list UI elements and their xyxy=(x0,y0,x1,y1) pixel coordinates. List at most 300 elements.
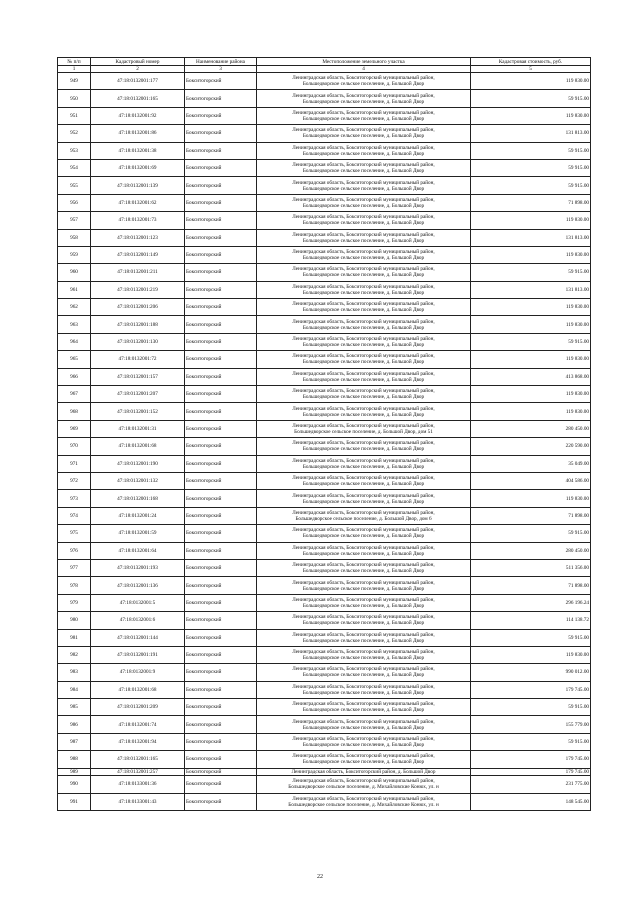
row-number: 983 xyxy=(58,664,91,681)
location-line-1: Ленинградская область, Бокситогорский муниципальный район, xyxy=(292,649,435,656)
district-name: Бокситогорский xyxy=(185,281,257,298)
table-row xyxy=(58,281,591,298)
cadastral-number: 47:18:0132001:191 xyxy=(91,646,185,663)
cadastral-value-table xyxy=(57,57,591,811)
cadastral-number: 47:18:0132001:74 xyxy=(91,716,185,733)
land-location xyxy=(257,194,471,211)
cadastral-number: 47:18:0132001:92 xyxy=(91,107,185,124)
land-location xyxy=(257,490,471,507)
location-line-2: Большедворское сельское поселение, д. Большой Двор xyxy=(302,759,425,766)
land-location xyxy=(257,351,471,368)
cadastral-value: 59 915.00 xyxy=(471,90,591,107)
land-location xyxy=(257,664,471,681)
cadastral-value: 511 356.00 xyxy=(471,559,591,576)
district-name: Бокситогорский xyxy=(185,194,257,211)
header-district: Наименование района xyxy=(185,58,257,66)
land-location xyxy=(257,333,471,350)
cadastral-value: 231 775.00 xyxy=(471,776,591,793)
cadastral-number: 47:18:0132001:130 xyxy=(91,333,185,350)
row-number: 990 xyxy=(58,776,91,793)
cadastral-value: 131 813.00 xyxy=(471,229,591,246)
cadastral-value: 119 830.00 xyxy=(471,107,591,124)
row-number: 961 xyxy=(58,281,91,298)
cadastral-number: 47:18:0132001:139 xyxy=(91,177,185,194)
cadastral-number: 47:18:0132001:38 xyxy=(91,142,185,159)
land-location xyxy=(257,716,471,733)
location-line-2: Большедворское сельское поселение, д. Большой Двор xyxy=(302,168,425,175)
table-row xyxy=(58,438,591,455)
cadastral-number: 47:18:0132001:177 xyxy=(91,73,185,90)
location-line-2: Большедворское сельское поселение, д. Большой Двор xyxy=(302,411,425,418)
location-line-1: Ленинградская область, Бокситогорский муниципальный район, xyxy=(292,231,435,238)
location-line-1: Ленинградская область, Бокситогорский муниципальный район, xyxy=(292,718,435,725)
cadastral-number: 47:18:0133001:36 xyxy=(91,776,185,793)
location-line-2: Большедворское сельское поселение, д. Большой Двор xyxy=(302,81,425,88)
table-row xyxy=(58,351,591,368)
location-line-2: Большедворское сельское поселение, д. Большой Двор xyxy=(302,672,425,679)
district-name: Бокситогорский xyxy=(185,90,257,107)
location-line-1: Ленинградская область, Бокситогорский муниципальный район, xyxy=(292,423,435,429)
cadastral-value: 131 813.00 xyxy=(471,281,591,298)
cadastral-number: 47:18:0132001:24 xyxy=(91,507,185,524)
table-row xyxy=(58,768,591,776)
location-line-2: Большедворское сельское поселение, д. Большой Двор xyxy=(302,289,425,296)
location-line-2: Большедворское сельское поселение, д. Большой Двор xyxy=(302,342,425,349)
location-line-2: Большедворское сельское поселение, д. Большой Двор, дом 51 xyxy=(294,429,433,435)
district-name: Бокситогорский xyxy=(185,776,257,793)
district-name: Бокситогорский xyxy=(185,751,257,768)
land-location xyxy=(257,229,471,246)
cadastral-value: 35 049.00 xyxy=(471,455,591,472)
district-name: Бокситогорский xyxy=(185,577,257,594)
row-number: 989 xyxy=(58,768,91,776)
cadastral-number: 47:18:0132001:6 xyxy=(91,612,185,629)
district-name: Бокситогорский xyxy=(185,212,257,229)
cadastral-number: 47:18:0132001:62 xyxy=(91,194,185,211)
cadastral-number: 47:18:0132001:157 xyxy=(91,368,185,385)
cadastral-value: 59 915.00 xyxy=(471,177,591,194)
location-line-2: Большедворское сельское поселение, д. Большой Двор xyxy=(302,689,425,696)
location-line-2: Большедворское сельское поселение, д. Большой Двор xyxy=(302,446,425,453)
land-location xyxy=(257,177,471,194)
table-header xyxy=(58,58,591,73)
district-name: Бокситогорский xyxy=(185,733,257,750)
header-cadastral-value: Кадастровая стоимость, руб. xyxy=(471,58,591,66)
row-number: 950 xyxy=(58,90,91,107)
district-name: Бокситогорский xyxy=(185,368,257,385)
row-number: 965 xyxy=(58,351,91,368)
location-line-1: Ленинградская область, Бокситогорский муниципальный район, xyxy=(292,562,435,569)
location-line-2: Большедворское сельское поселение, д. Михайловские Конюх, ул. н xyxy=(288,784,439,791)
district-name: Бокситогорский xyxy=(185,264,257,281)
page-number: 22 xyxy=(317,874,323,880)
land-location xyxy=(257,776,471,793)
location-line-1: Ленинградская область, Бокситогорский муниципальный район, xyxy=(292,336,435,343)
cadastral-value: 179 745.00 xyxy=(471,681,591,698)
row-number: 975 xyxy=(58,525,91,542)
location-line-1: Ленинградская область, Бокситогорский муниципальный район, xyxy=(292,75,435,82)
row-number: 979 xyxy=(58,594,91,611)
table-row xyxy=(58,490,591,507)
header-row xyxy=(58,58,591,66)
district-name: Бокситогорский xyxy=(185,612,257,629)
location-line-1: Ленинградская область, Бокситогорский муниципальный район, xyxy=(292,683,435,690)
table-row xyxy=(58,420,591,437)
row-number: 980 xyxy=(58,612,91,629)
table-row xyxy=(58,594,591,611)
location-line-1: Ленинградская область, Бокситогорский муниципальный район, xyxy=(292,388,435,395)
table-row xyxy=(58,577,591,594)
district-name: Бокситогорский xyxy=(185,159,257,176)
location-line-2: Большедворское сельское поселение, д. Большой Двор xyxy=(302,255,425,262)
location-line-2: Большедворское сельское поселение, д. Большой Двор xyxy=(302,115,425,122)
cadastral-number: 47:18:0132001:72 xyxy=(91,351,185,368)
land-location xyxy=(257,438,471,455)
row-number: 985 xyxy=(58,699,91,716)
row-number: 974 xyxy=(58,507,91,524)
location-line-1: Ленинградская область, Бокситогорский муниципальный район, xyxy=(292,492,435,499)
location-line-1: Ленинградская область, Бокситогорский муниципальный район, xyxy=(292,405,435,412)
location-line-2: Большедворское сельское поселение, д. Большой Двор xyxy=(302,550,425,557)
location-line-2: Большедворское сельское поселение, д. Большой Двор xyxy=(302,481,425,488)
location-line-2: Большедворское сельское поселение, д. Большой Двор xyxy=(302,220,425,227)
row-number: 991 xyxy=(58,793,91,810)
cadastral-number: 47:18:0132001:68 xyxy=(91,681,185,698)
district-name: Бокситогорский xyxy=(185,229,257,246)
district-name: Бокситогорский xyxy=(185,177,257,194)
cadastral-number: 47:18:0132001:68 xyxy=(91,438,185,455)
table-row xyxy=(58,646,591,663)
cadastral-number: 47:18:0132001:5 xyxy=(91,594,185,611)
land-location xyxy=(257,699,471,716)
land-location xyxy=(257,629,471,646)
district-name: Бокситогорский xyxy=(185,246,257,263)
location-line-2: Большедворское сельское поселение, д. Большой Двор xyxy=(302,463,425,470)
row-number: 951 xyxy=(58,107,91,124)
district-name: Бокситогорский xyxy=(185,542,257,559)
column-number: 4 xyxy=(257,66,471,73)
table-row xyxy=(58,125,591,142)
location-line-2: Большедворское сельское поселение, д. Большой Двор xyxy=(302,742,425,749)
table-row xyxy=(58,542,591,559)
header-location: Местоположение земельного участка xyxy=(257,58,471,66)
cadastral-number: 47:18:0132001:211 xyxy=(91,264,185,281)
table-row xyxy=(58,699,591,716)
district-name: Бокситогорский xyxy=(185,316,257,333)
district-name: Бокситогорский xyxy=(185,333,257,350)
cadastral-value: 71 898.00 xyxy=(471,507,591,524)
district-name: Бокситогорский xyxy=(185,299,257,316)
cadastral-value: 59 915.00 xyxy=(471,159,591,176)
row-number: 958 xyxy=(58,229,91,246)
district-name: Бокситогорский xyxy=(185,507,257,524)
row-number: 954 xyxy=(58,159,91,176)
location-line-2: Большедворское сельское поселение, д. Большой Двор xyxy=(302,272,425,279)
district-name: Бокситогорский xyxy=(185,594,257,611)
row-number: 969 xyxy=(58,420,91,437)
table-row xyxy=(58,368,591,385)
location-line-1: Ленинградская область, Бокситогорский муниципальный район, xyxy=(292,753,435,760)
table-body xyxy=(58,73,591,811)
location-line-1: Ленинградская область, Бокситогорский муниципальный район, xyxy=(292,162,435,169)
row-number: 981 xyxy=(58,629,91,646)
table-row xyxy=(58,212,591,229)
column-number: 1 xyxy=(58,66,91,73)
cadastral-number: 47:18:0132001:59 xyxy=(91,525,185,542)
location-line-2: Большедворское сельское поселение, д. Большой Двор xyxy=(302,637,425,644)
land-location xyxy=(257,525,471,542)
table-row xyxy=(58,386,591,403)
cadastral-number: 47:18:0132001:188 xyxy=(91,316,185,333)
land-location xyxy=(257,403,471,420)
location-line-2: Большедворское сельское поселение, д. Большой Двор xyxy=(302,498,425,505)
cadastral-value: 155 779.00 xyxy=(471,716,591,733)
row-number: 957 xyxy=(58,212,91,229)
cadastral-value: 114 138.72 xyxy=(471,612,591,629)
cadastral-value: 59 915.00 xyxy=(471,733,591,750)
cadastral-number: 47:18:0132001:168 xyxy=(91,490,185,507)
cadastral-number: 47:18:0132001:86 xyxy=(91,125,185,142)
location-line-1: Ленинградская область, Бокситогорский муниципальный район, xyxy=(292,457,435,464)
header-cadastral-number: Кадастровый номер xyxy=(91,58,185,66)
cadastral-value: 119 830.00 xyxy=(471,299,591,316)
row-number: 976 xyxy=(58,542,91,559)
district-name: Бокситогорский xyxy=(185,664,257,681)
location-line-1: Ленинградская область, Бокситогорский район, д. Большой Двор xyxy=(291,768,436,775)
row-number: 988 xyxy=(58,751,91,768)
cadastral-value: 990 012.00 xyxy=(471,664,591,681)
cadastral-number: 47:18:0132001:190 xyxy=(91,455,185,472)
table-row xyxy=(58,229,591,246)
cadastral-value: 71 898.00 xyxy=(471,577,591,594)
row-number: 987 xyxy=(58,733,91,750)
cadastral-value: 179 745.00 xyxy=(471,751,591,768)
location-line-1: Ленинградская область, Бокситогорский муниципальный район, xyxy=(292,509,435,516)
cadastral-value: 131 813.00 xyxy=(471,125,591,142)
row-number: 986 xyxy=(58,716,91,733)
row-number: 978 xyxy=(58,577,91,594)
land-location xyxy=(257,90,471,107)
location-line-1: Ленинградская область, Бокситогорский муниципальный район, xyxy=(292,544,435,551)
district-name: Бокситогорский xyxy=(185,699,257,716)
location-line-1: Ленинградская область, Бокситогорский муниципальный район, xyxy=(292,283,435,290)
cadastral-value: 59 915.00 xyxy=(471,629,591,646)
cadastral-value: 296 196.24 xyxy=(471,594,591,611)
district-name: Бокситогорский xyxy=(185,768,257,776)
location-line-2: Большедворское сельское поселение, д. Большой Двор xyxy=(302,394,425,401)
column-number: 2 xyxy=(91,66,185,73)
cadastral-number: 47:18:0132001:144 xyxy=(91,629,185,646)
location-line-1: Ленинградская область, Бокситогорский муниципальный район, xyxy=(292,701,435,708)
row-number: 972 xyxy=(58,472,91,489)
cadastral-value: 59 915.00 xyxy=(471,333,591,350)
cadastral-number: 47:18:0132001:165 xyxy=(91,90,185,107)
location-line-1: Ленинградская область, Бокситогорский муниципальный район, xyxy=(292,579,435,586)
cadastral-number: 47:18:0132001:132 xyxy=(91,472,185,489)
cadastral-value: 59 915.00 xyxy=(471,699,591,716)
row-number: 949 xyxy=(58,73,91,90)
district-name: Бокситогорский xyxy=(185,793,257,810)
table-row xyxy=(58,751,591,768)
row-number: 955 xyxy=(58,177,91,194)
location-line-2: Большедворское сельское поселение, д. Большой Двор xyxy=(302,585,425,592)
land-location xyxy=(257,646,471,663)
row-number: 952 xyxy=(58,125,91,142)
cadastral-number: 47:18:0132001:136 xyxy=(91,577,185,594)
location-line-1: Ленинградская область, Бокситогорский муниципальный район, xyxy=(292,370,435,377)
location-line-1: Ленинградская область, Бокситогорский муниципальный район, xyxy=(292,92,435,99)
district-name: Бокситогорский xyxy=(185,403,257,420)
district-name: Бокситогорский xyxy=(185,629,257,646)
row-number: 963 xyxy=(58,316,91,333)
location-line-1: Ленинградская область, Бокситогорский муниципальный район, xyxy=(292,666,435,673)
row-number: 967 xyxy=(58,386,91,403)
district-name: Бокситогорский xyxy=(185,716,257,733)
row-number: 970 xyxy=(58,438,91,455)
location-line-2: Большедворское сельское поселение, д. Большой Двор xyxy=(302,655,425,662)
land-location xyxy=(257,577,471,594)
district-name: Бокситогорский xyxy=(185,386,257,403)
table-row xyxy=(58,716,591,733)
table-row xyxy=(58,333,591,350)
location-line-1: Ленинградская область, Бокситогорский муниципальный район, xyxy=(292,266,435,273)
row-number: 964 xyxy=(58,333,91,350)
land-location xyxy=(257,246,471,263)
district-name: Бокситогорский xyxy=(185,490,257,507)
cadastral-number: 47:18:0132001:64 xyxy=(91,542,185,559)
land-location xyxy=(257,264,471,281)
land-location xyxy=(257,420,471,437)
cadastral-number: 47:18:0132001:69 xyxy=(91,159,185,176)
land-location xyxy=(257,368,471,385)
cadastral-value: 148 545.00 xyxy=(471,793,591,810)
table-row xyxy=(58,525,591,542)
location-line-2: Большедворское сельское поселение, д. Большой Двор xyxy=(302,707,425,714)
land-location xyxy=(257,594,471,611)
land-location xyxy=(257,299,471,316)
table-row xyxy=(58,629,591,646)
land-location xyxy=(257,107,471,124)
location-line-2: Большедворское сельское поселение, д. Большой Двор xyxy=(302,237,425,244)
cadastral-value: 119 830.00 xyxy=(471,316,591,333)
location-line-2: Большедворское сельское поселение, д. Большой Двор xyxy=(302,324,425,331)
location-line-1: Ленинградская область, Бокситогорский муниципальный район, xyxy=(292,249,435,256)
land-location xyxy=(257,159,471,176)
location-line-1: Ленинградская область, Бокситогорский муниципальный район, xyxy=(292,353,435,360)
table-row xyxy=(58,507,591,524)
location-line-1: Ленинградская область, Бокситогорский муниципальный район, xyxy=(292,614,435,621)
table-row xyxy=(58,73,591,90)
table-row xyxy=(58,612,591,629)
location-line-2: Большедворское сельское поселение, д. Большой Двор xyxy=(302,533,425,540)
table-row xyxy=(58,177,591,194)
district-name: Бокситогорский xyxy=(185,559,257,576)
location-line-2: Большедворское сельское поселение, д. Большой Двор xyxy=(302,359,425,366)
table-row xyxy=(58,455,591,472)
cadastral-value: 119 830.00 xyxy=(471,351,591,368)
table-row xyxy=(58,194,591,211)
district-name: Бокситогорский xyxy=(185,125,257,142)
land-location xyxy=(257,751,471,768)
district-name: Бокситогорский xyxy=(185,525,257,542)
location-line-2: Большедворское сельское поселение, д. Большой Двор xyxy=(302,202,425,209)
cadastral-value: 119 830.00 xyxy=(471,73,591,90)
land-location xyxy=(257,681,471,698)
land-location xyxy=(257,768,471,776)
cadastral-value: 119 830.00 xyxy=(471,403,591,420)
table-row xyxy=(58,776,591,793)
location-line-1: Ленинградская область, Бокситогорский муниципальный район, xyxy=(292,475,435,482)
row-number: 984 xyxy=(58,681,91,698)
location-line-2: Большедворское сельское поселение, д. Большой Двор xyxy=(302,724,425,731)
table-row xyxy=(58,107,591,124)
cadastral-value: 119 830.00 xyxy=(471,212,591,229)
cadastral-number: 47:18:0132001:207 xyxy=(91,386,185,403)
cadastral-number: 47:18:0132001:219 xyxy=(91,281,185,298)
table-row xyxy=(58,316,591,333)
location-line-2: Большедворское сельское поселение, д. Большой Двор xyxy=(302,133,425,140)
table-row xyxy=(58,733,591,750)
row-number: 962 xyxy=(58,299,91,316)
cadastral-number: 47:18:0132001:206 xyxy=(91,299,185,316)
row-number: 968 xyxy=(58,403,91,420)
row-number: 973 xyxy=(58,490,91,507)
table-row xyxy=(58,264,591,281)
table-row xyxy=(58,472,591,489)
cadastral-number: 47:18:0132001:123 xyxy=(91,229,185,246)
cadastral-value: 220 590.00 xyxy=(471,438,591,455)
cadastral-value: 59 915.00 xyxy=(471,525,591,542)
district-name: Бокситогорский xyxy=(185,420,257,437)
location-line-2: Большедворское сельское поселение, д. Большой Двор xyxy=(302,185,425,192)
location-line-2: Большедворское сельское поселение, д. Большой Двор xyxy=(302,98,425,105)
land-location xyxy=(257,386,471,403)
location-line-1: Ленинградская область, Бокситогорский муниципальный район, xyxy=(292,795,435,802)
table-row xyxy=(58,681,591,698)
location-line-1: Ленинградская область, Бокситогорский муниципальный район, xyxy=(292,214,435,221)
district-name: Бокситогорский xyxy=(185,142,257,159)
land-location xyxy=(257,316,471,333)
district-name: Бокситогорский xyxy=(185,681,257,698)
district-name: Бокситогорский xyxy=(185,107,257,124)
land-location xyxy=(257,472,471,489)
district-name: Бокситогорский xyxy=(185,472,257,489)
header-number: № п/п xyxy=(58,58,91,66)
cadastral-value: 280 450.00 xyxy=(471,542,591,559)
cadastral-value: 119 830.00 xyxy=(471,646,591,663)
cadastral-value: 119 830.00 xyxy=(471,490,591,507)
row-number: 982 xyxy=(58,646,91,663)
cadastral-number: 47:18:0132001:152 xyxy=(91,403,185,420)
cadastral-number: 47:18:0132001:165 xyxy=(91,751,185,768)
table-row xyxy=(58,90,591,107)
location-line-2: Большедворское сельское поселение, д. Большой Двор xyxy=(302,307,425,314)
cadastral-value: 119 830.00 xyxy=(471,386,591,403)
district-name: Бокситогорский xyxy=(185,438,257,455)
cadastral-number: 47:18:0133001:43 xyxy=(91,793,185,810)
location-line-2: Большедворское сельское поселение, д. Большой Двор xyxy=(302,620,425,627)
column-number: 5 xyxy=(471,66,591,73)
land-location xyxy=(257,142,471,159)
location-line-1: Ленинградская область, Бокситогорский муниципальный район, xyxy=(292,778,435,785)
cadastral-number: 47:18:0132001:257 xyxy=(91,768,185,776)
table-row xyxy=(58,299,591,316)
location-line-2: Большедворское сельское поселение, д. Большой Двор xyxy=(302,150,425,157)
land-location xyxy=(257,507,471,524)
district-name: Бокситогорский xyxy=(185,351,257,368)
location-line-1: Ленинградская область, Бокситогорский муниципальный район, xyxy=(292,440,435,447)
column-number: 3 xyxy=(185,66,257,73)
